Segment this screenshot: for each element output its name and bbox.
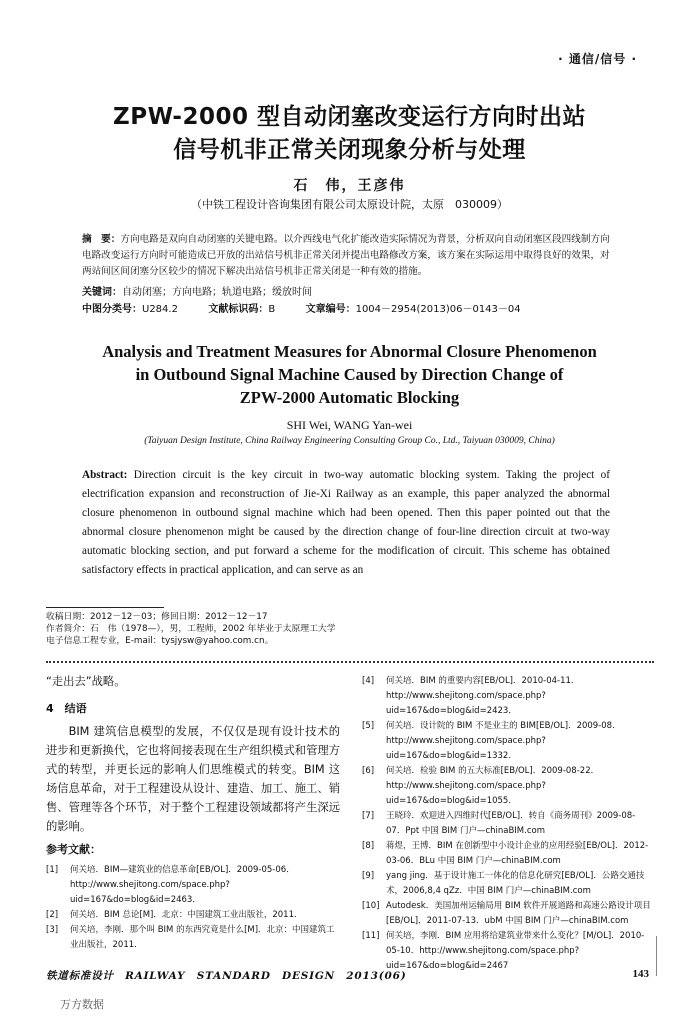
english-affiliation: (Taiyuan Design Institute, China Railway Engineering Consulting Group Co., Ltd., Taiyuan 030009, China) <box>144 436 555 446</box>
english-title-line-2: in Outbound Signal Machine Caused by Direction Change of <box>135 365 564 384</box>
english-abstract-text: Direction circuit is the key circuit in two-way automatic blocking system. Taking the project of electrification expansion and reconstruction of Jie-Xi Railway as an example, this paper analyzed the abnormal closure phenomenon in outbound signal machine which had been opened. Then this paper pointed out that the abnormal closure phenomenon might be caused by the direction change of four-line direction circuit at two-way automatic blocking section, and put forward a scheme for the modification of circuit. This scheme has obtained satisfactory effects in practical application, and can serve as an <box>82 469 611 576</box>
page-number: 143 <box>632 968 649 980</box>
margin-line <box>656 936 657 976</box>
footnote-rule <box>46 607 164 608</box>
reference-item <box>362 839 654 869</box>
reference-item <box>46 863 340 908</box>
reference-item <box>362 809 654 839</box>
reference-text: 王晓玲．欢迎进入四维时代[EB/OL]．转自《商务周刊》2009-08-07．Ppt 中国 BIM 门户—chinaBIM.com <box>386 811 636 836</box>
references-heading: 参考文献： <box>46 843 101 856</box>
chinese-authors: 石 伟，王彦伟 <box>293 178 406 194</box>
reference-text: 何关培．检验 BIM 的五大标准[EB/OL]．2009-08-22．http://www.shejitong.com/space.php?uid=167&do=blog&id=1055． <box>386 766 600 806</box>
reference-text: 何关培．BIM 总论[M]．北京：中国建筑工业出版社，2011． <box>70 910 303 920</box>
chinese-title-line-1: ZPW-2000 型自动闭塞改变运行方向时出站 <box>113 104 586 130</box>
chinese-abstract-label: 摘 要： <box>82 234 121 245</box>
chinese-title-line-2: 信号机非正常关闭现象分析与处理 <box>173 137 526 163</box>
reference-number: [4] <box>362 676 375 686</box>
watermark: 万方数据 <box>60 998 104 1011</box>
section-tag: · 通信/信号 · <box>558 52 637 66</box>
reference-item <box>362 899 654 929</box>
reference-number: [6] <box>362 766 375 776</box>
article-number-value: 1004－2954(2013)06－0143－04 <box>355 304 521 315</box>
reference-item <box>362 719 654 764</box>
reference-number: [10] <box>362 901 380 911</box>
section-heading: 4 结语 <box>46 702 87 715</box>
reference-item <box>46 923 340 953</box>
page-divider <box>46 661 654 665</box>
reference-number: [1] <box>46 865 59 875</box>
reference-number: [11] <box>362 931 380 941</box>
footnote-author-bio: 作者简介：石 伟（1978—），男，工程师，2002 年毕业于太原理工大学电子信息工程专业，E-mail：tysjysw@yahoo.com.cn。 <box>46 624 336 646</box>
reference-item <box>362 674 654 719</box>
article-number-label: 文章编号： <box>305 304 356 315</box>
reference-number: [7] <box>362 811 375 821</box>
footnote-received: 收稿日期：2012－12－03；修回日期：2012－12－17 <box>46 612 268 622</box>
reference-number: [8] <box>362 841 375 851</box>
reference-text: yang jing．基于设计施工一体化的信息化研究[EB/OL]．公路交通技术，2006,8,4 qZz．中国 BIM 门户—chinaBIM.com <box>386 871 645 896</box>
continuation-text: “走出去”战略。 <box>46 675 126 688</box>
doc-code-label: 文献标识码： <box>208 304 269 315</box>
english-abstract-label: Abstract: <box>82 469 128 481</box>
english-authors: SHI Wei, WANG Yan-wei <box>286 418 413 432</box>
reference-number: [9] <box>362 871 375 881</box>
class-label: 中图分类号： <box>82 304 142 315</box>
reference-item <box>362 764 654 809</box>
conclusion-paragraph: BIM 建筑信息模型的发展，不仅仅是现有设计技术的进步和更新换代，它也将间接表现在生产组织模式和管理方式的转型，并更长远的影响人们思维模式的转变。BIM 这场信息革命，对于工程建设从设计、建造、加工、施工、销售、管理等各个环节，对于整个工程建设领域都将产生深远的影响。 <box>46 725 340 833</box>
keywords-label: 关键词： <box>82 287 122 298</box>
reference-number: [2] <box>46 910 59 920</box>
reference-text: 何关培，李刚．BIM 应用将给建筑业带来什么变化？[M/OL]．2010-05-10．http://www.shejitong.com/space.php?uid=167&do=blog&id=2467 <box>386 931 645 971</box>
keywords-text: 自动闭塞；方向电路；轨道电路；缓放时间 <box>122 287 312 298</box>
chinese-abstract-text: 方向电路是双向自动闭塞的关键电路。以介西线电气化扩能改造实际情况为背景，分析双向自动闭塞区段四线制方向电路改变运行方向时可能造成已开放的出站信号机非正常关闭并提出电路修改方案，该方案在实际运用中取得良好的效果，对两站间区间闭塞分区较少的情况下解决出站信号机非正常关闭是一种有效的措施。 <box>82 234 610 277</box>
classification-line <box>82 300 622 315</box>
reference-text: 何关培．BIM 的重要内容[EB/OL]．2010-04-11．http://www.shejitong.com/space.php?uid=167&do=blog&id=2423． <box>386 676 580 716</box>
english-abstract <box>82 466 610 580</box>
reference-text: 何关培．BIM—建筑业的信息革命[EB/OL]．2009-05-06．http://www.shejitong.com/space.php?uid=167&do=blog&id=2463． <box>70 865 295 905</box>
reference-number: [5] <box>362 721 375 731</box>
reference-text: 何关培．设计院的 BIM 不是业主的 BIM[EB/OL]．2009-08．http://www.shejitong.com/space.php?uid=167&do=blog&id=1332． <box>386 721 621 761</box>
reference-text: Autodesk．美国加州运输局用 BIM 软件开展道路和高速公路设计项目[EB/OL]．2011-07-13．ubM 中国 BIM 门户—chinaBIM.com <box>386 901 651 926</box>
right-column <box>362 674 654 974</box>
journal-footer: 铁道标准设计 RAILWAY STANDARD DESIGN 2013(06) <box>46 970 407 982</box>
class-value: U284.2 <box>142 304 178 315</box>
left-column <box>46 672 340 953</box>
chinese-affiliation: （中铁工程设计咨询集团有限公司太原设计院，太原 030009） <box>191 198 508 211</box>
english-title-line-1: Analysis and Treatment Measures for Abnormal Closure Phenomenon <box>102 342 597 361</box>
english-title-line-3: ZPW-2000 Automatic Blocking <box>239 388 460 407</box>
english-title <box>0 340 699 409</box>
reference-number: [3] <box>46 925 59 935</box>
doc-code-value: B <box>268 304 276 315</box>
keywords-line <box>82 283 622 298</box>
reference-item <box>362 869 654 899</box>
reference-text: 何关培，李刚．那个叫 BIM 的东西究竟是什么[M]．北京：中国建筑工业出版社，2011． <box>70 925 335 950</box>
reference-item <box>46 908 340 923</box>
reference-text: 蒋煜，王博．BIM 在创新型中小设计企业的应用经验[EB/OL]．2012-03-06．BLu 中国 BIM 门户—chinaBIM.com <box>386 841 649 866</box>
chinese-abstract <box>82 232 612 280</box>
